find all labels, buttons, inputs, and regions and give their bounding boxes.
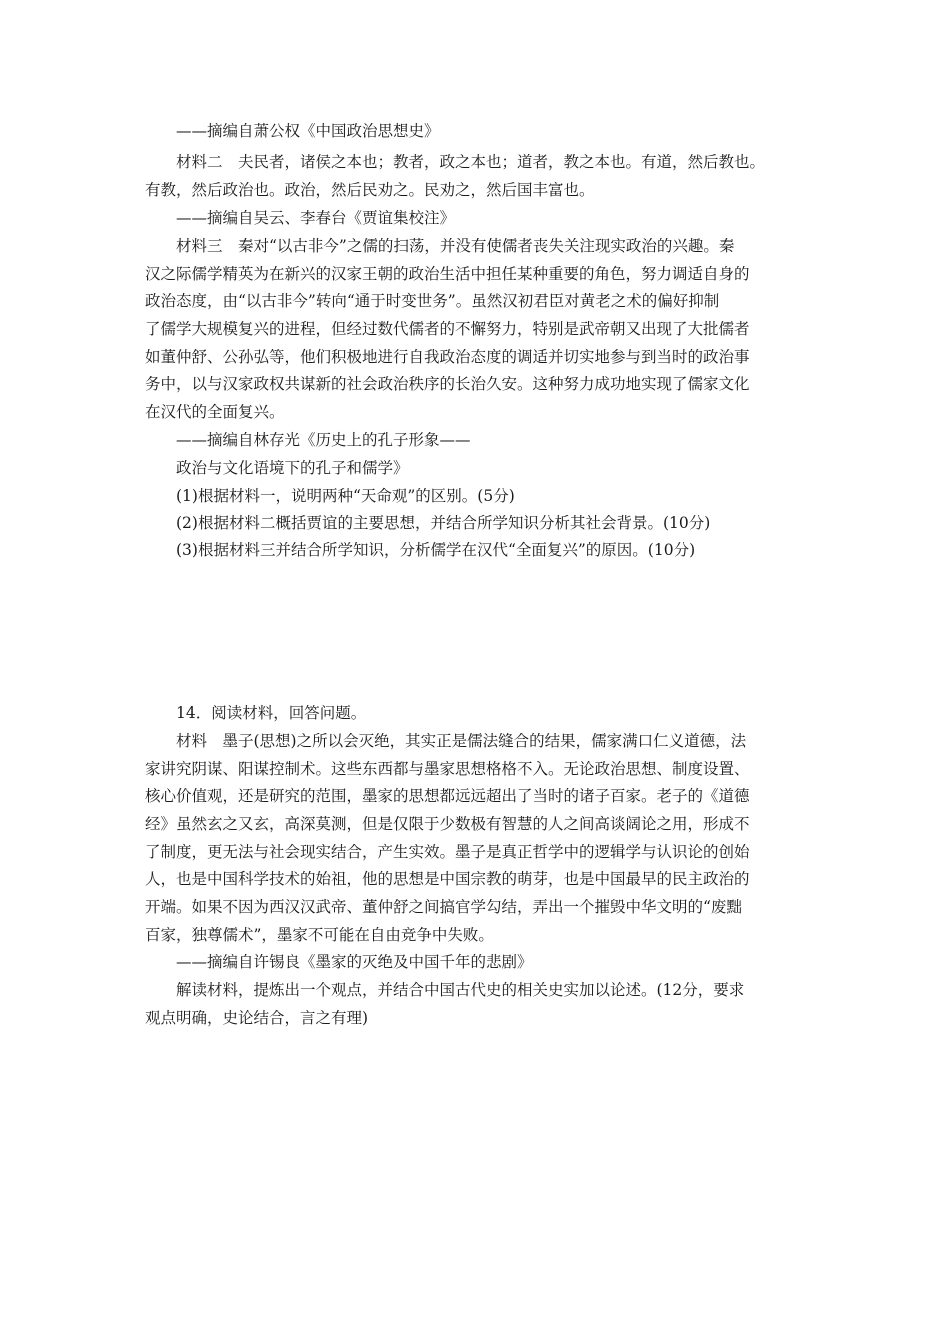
material-line: 了儒学大规模复兴的进程，但经过数代儒者的不懈努力，特别是武帝朝又出现了大批儒者 (145, 320, 750, 338)
material-line: 了制度，更无法与社会现实结合，产生实效。墨子是真正哲学中的逻辑学与认识论的创始 (145, 843, 750, 861)
material-line: 核心价值观，还是研究的范围，墨家的思想都远远超出了当时的诸子百家。老子的《道德 (145, 787, 750, 805)
source-line: ——摘编自吴云、李春台《贾谊集校注》 (176, 209, 456, 227)
material-line: 开端。如果不因为西汉汉武帝、董仲舒之间搞官学勾结，弄出一个摧毁中华文明的“废黜 (145, 898, 742, 916)
source-line: ——摘编自林存光《历史上的孔子形象—— (176, 431, 471, 449)
question-line: (1)根据材料一，说明两种“天命观”的区别。(5分) (176, 487, 515, 505)
task-line: 解读材料，提炼出一个观点，并结合中国古代史的相关史实加以论述。(12分，要求 (176, 981, 745, 999)
material-line: 有教，然后政治也。政治，然后民劝之。民劝之，然后国丰富也。 (145, 181, 595, 199)
material-line: 如董仲舒、公孙弘等，他们积极地进行自我政治态度的调适并切实地参与到当时的政治事 (145, 348, 750, 366)
material-line: 百家，独尊儒术”，墨家不可能在自由竞争中失败。 (145, 926, 494, 944)
material-line: 在汉代的全面复兴。 (145, 403, 285, 421)
question-line: (2)根据材料二概括贾谊的主要思想，并结合所学知识分析其社会背景。(10分) (176, 514, 711, 532)
material-line: 经》虽然玄之又玄，高深莫测，但是仅限于少数极有智慧的人之间高谈阔论之用，形成不 (145, 815, 750, 833)
material-line: 人，也是中国科学技术的始祖，他的思想是中国宗教的萌芽，也是中国最早的民主政治的 (145, 870, 750, 888)
source-line: ——摘编自许锡良《墨家的灭绝及中国千年的悲剧》 (176, 953, 533, 971)
material-line: 汉之际儒学精英为在新兴的汉家王朝的政治生活中担任某种重要的角色，努力调适自身的 (145, 265, 750, 283)
question-heading: 14．阅读材料，回答问题。 (176, 704, 367, 722)
source-line: 政治与文化语境下的孔子和儒学》 (176, 459, 409, 477)
material-line: 材料三 秦对“以古非今”之儒的扫荡，并没有使儒者丧失关注现实政治的兴趣。秦 (176, 237, 735, 255)
material-line: 务中，以与汉家政权共谋新的社会政治秩序的长治久安。这种努力成功地实现了儒家文化 (145, 375, 750, 393)
material-line: 材料 墨子(思想)之所以会灭绝，其实正是儒法缝合的结果，儒家满口仁义道德，法 (176, 732, 747, 750)
material-line: 材料二 夫民者，诸侯之本也；教者，政之本也；道者，教之本也。有道，然后教也。 (176, 153, 766, 171)
question-line: (3)根据材料三并结合所学知识，分析儒学在汉代“全面复兴”的原因。(10分) (176, 541, 696, 559)
source-line: ——摘编自萧公权《中国政治思想史》 (176, 122, 440, 140)
material-line: 家讲究阴谋、阳谋控制术。这些东西都与墨家思想格格不入。无论政治思想、制度设置、 (145, 760, 750, 778)
material-line: 政治态度，由“以古非今”转向“通于时变世务”。虽然汉初君臣对黄老之术的偏好抑制 (145, 292, 720, 310)
task-line: 观点明确，史论结合，言之有理) (145, 1009, 369, 1027)
